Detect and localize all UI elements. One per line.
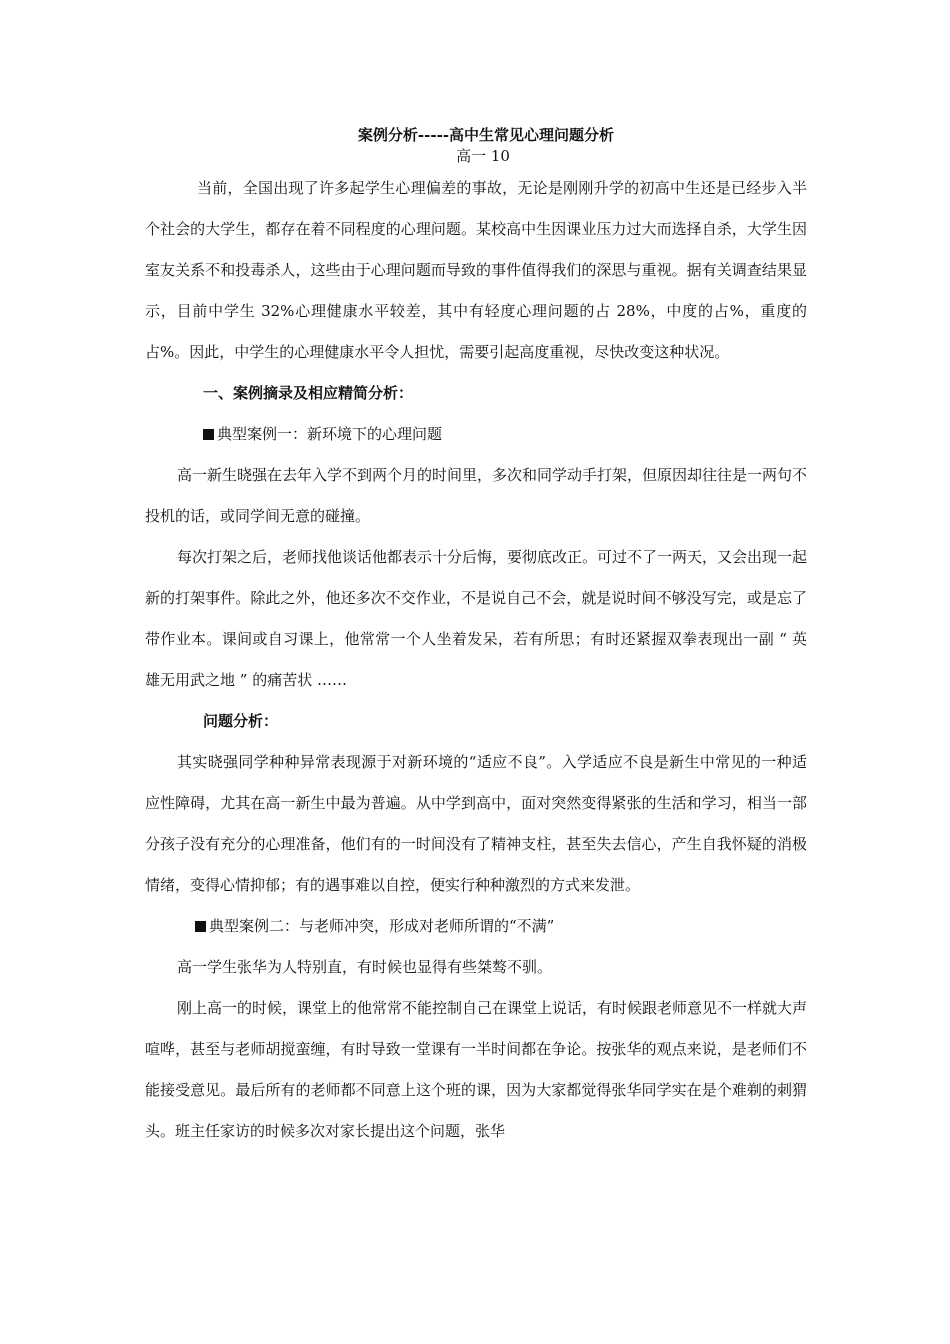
black-square-bullet-icon (203, 429, 214, 440)
case-one-label-text: 典型案例一：新环境下的心理问题 (217, 425, 443, 443)
document-subtitle: 高一 10 (456, 147, 510, 165)
black-square-bullet-icon (195, 921, 206, 932)
analysis-heading: 问题分析： (203, 712, 279, 730)
analysis-paragraph: 其实晓强同学种种异常表现源于对新环境的“适应不良”。入学适应不良是新生中常见的一种适应性障碍，尤其在高一新生中最为普遍。从中学到高中，面对突然变得紧张的生活和学习，相当一部分孩子没有充分的心理准备，他们有的一时间没有了精神支柱，甚至失去信心，产生自我怀疑的消极情绪，变得心情抑郁；有的遇事难以自控，便实行种种激烈的方式来发泄。 (145, 753, 807, 894)
case-two-paragraph-2: 刚上高一的时候，课堂上的他常常不能控制自己在课堂上说话，有时候跟老师意见不一样就大声喧哗，甚至与老师胡搅蛮缠，有时导致一堂课有一半时间都在争论。按张华的观点来说，是老师们不能接受意见。最后所有的老师都不同意上这个班的课，因为大家都觉得张华同学实在是个难剃的刺猬头。班主任家访的时候多次对家长提出这个问题，张华 (145, 999, 808, 1140)
document-page (145, 124, 807, 1152)
case-two-paragraph-1: 高一学生张华为人特别直，有时候也显得有些桀骜不驯。 (177, 958, 553, 976)
case-one-paragraph-2: 每次打架之后，老师找他谈话他都表示十分后悔，要彻底改正。可过不了一两天，又会出现一起新的打架事件。除此之外，他还多次不交作业，不是说自己不会，就是说时间不够没写完，或是忘了带作业本。课间或自习课上，他常常一个人坐着发呆，若有所思；有时还紧握双拳表现出一副 “ 英雄无用武之地 ” 的痛苦状 …… (145, 548, 808, 689)
intro-paragraph: 当前，全国出现了许多起学生心理偏差的事故，无论是刚刚升学的初高中生还是已经步入半个社会的大学生，都存在着不同程度的心理问题。某校高中生因课业压力过大而选择自杀，大学生因室友关系不和投毒杀人，这些由于心理问题而导致的事件值得我们的深思与重视。据有关调查结果显示，目前中学生 32%心理健康水平较差，其中有轻度心理问题的占 28%，中度的占%，重度的占%。因此，中学生的心理健康水平令人担忧，需要引起高度重视，尽快改变这种状况。 (145, 179, 807, 361)
document-title: 案例分析-----高中生常见心理问题分析 (357, 126, 615, 144)
case-two-label-text: 典型案例二：与老师冲突，形成对老师所谓的“不满” (209, 917, 555, 935)
case-one-paragraph-1: 高一新生晓强在去年入学不到两个月的时间里，多次和同学动手打架，但原因却往往是一两句不投机的话，或同学间无意的碰撞。 (145, 466, 808, 525)
section-heading: 一、案例摘录及相应精简分析： (203, 384, 414, 402)
case-two-label (145, 906, 807, 947)
case-one-label (145, 414, 807, 455)
